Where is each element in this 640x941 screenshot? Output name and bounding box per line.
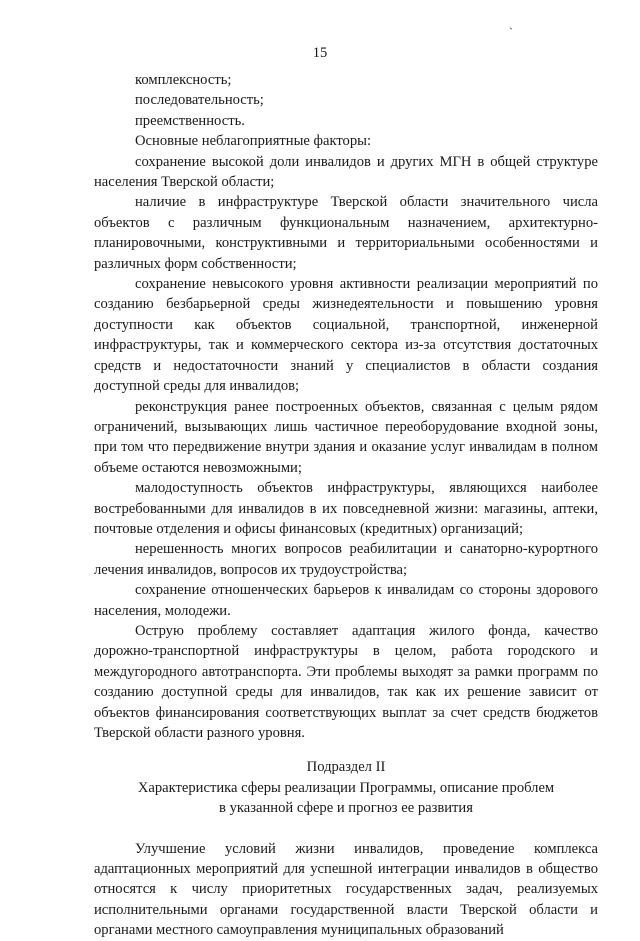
section-title-line-2: в указанной сфере и прогноз ее развития <box>219 800 473 817</box>
factor-paragraph: малодоступность объектов инфраструктуры, являющихся наиболее востребованными для инвалидов в их повседневной жизни: магазины, аптеки, почтовые отделения и офисы финансовых (кредитных) организаций; <box>94 480 598 537</box>
body-paragraph: Острую проблему составляет адаптация жилого фонда, качество дорожно-транспортной инфраструктуры в целом, работа городского и междугородного автотранспорта. Эти проблемы выходят за рамки программ по созданию доступной среды для инвалидов, так как их решение зависит от объектов финансирования соответствующих выплат за счет средств бюджетов Тверской области разного уровня. <box>94 622 598 741</box>
list-item-complexity: комплексность; <box>135 72 232 88</box>
spacer <box>94 819 598 839</box>
factor-paragraph: сохранение отношенческих барьеров к инвалидам со стороны здорового населения, молодежи. <box>94 582 598 619</box>
body-paragraph: Улучшение условий жизни инвалидов, проведение комплекса адаптационных мероприятий для успешной интеграции инвалидов в общество относятся к числу приоритетных государственных задач, реализуемых исполнительными органами государственной власти Тверской области и органами местного самоуправления муниципальных образований <box>94 840 598 939</box>
spacer <box>94 743 598 757</box>
page-number: 15 <box>312 45 328 61</box>
list-item-consistency: последовательность; <box>135 92 264 109</box>
list-item-continuity: преемственность. <box>135 112 245 129</box>
factor-paragraph: реконструкция ранее построенных объектов, связанная с целым рядом ограничений, вызывающих лишь частичное переоборудование входной зоны, при том что передвижение внутри здания и оказание услуг инвалидам в полном объеме остаются невозможными; <box>94 398 598 476</box>
factor-paragraph: сохранение невысокого уровня активности реализации мероприятий по созданию безбарьерной среды жизнедеятельности и повышению уровня доступности как объектов социальной, транспортной, инженерной инфраструктуры, так и коммерческого сектора из-за отсутствия достаточных средств и недостаточности знаний у специалистов в области создания доступной среды для инвалидов; <box>94 276 598 395</box>
factors-heading: Основные неблагоприятные факторы: <box>135 133 372 150</box>
section-label: Подраздел II <box>306 759 386 776</box>
document-body <box>94 70 598 941</box>
scan-mark: ` <box>509 25 513 39</box>
factor-paragraph: наличие в инфраструктуре Тверской области значительного числа объектов с различным функциональным назначением, архитектурно-планировочными, конструктивными и территориальными особенностями и различных форм собственности; <box>94 194 598 272</box>
section-title-line-1: Характеристика сферы реализации Программы, описание проблем <box>137 779 555 796</box>
factor-paragraph: сохранение высокой доли инвалидов и других МГН в общей структуре населения Тверской области; <box>94 153 598 191</box>
factor-paragraph: нерешенность многих вопросов реабилитации и санаторно-курортного лечения инвалидов, вопросов их трудоустройства; <box>94 541 598 578</box>
